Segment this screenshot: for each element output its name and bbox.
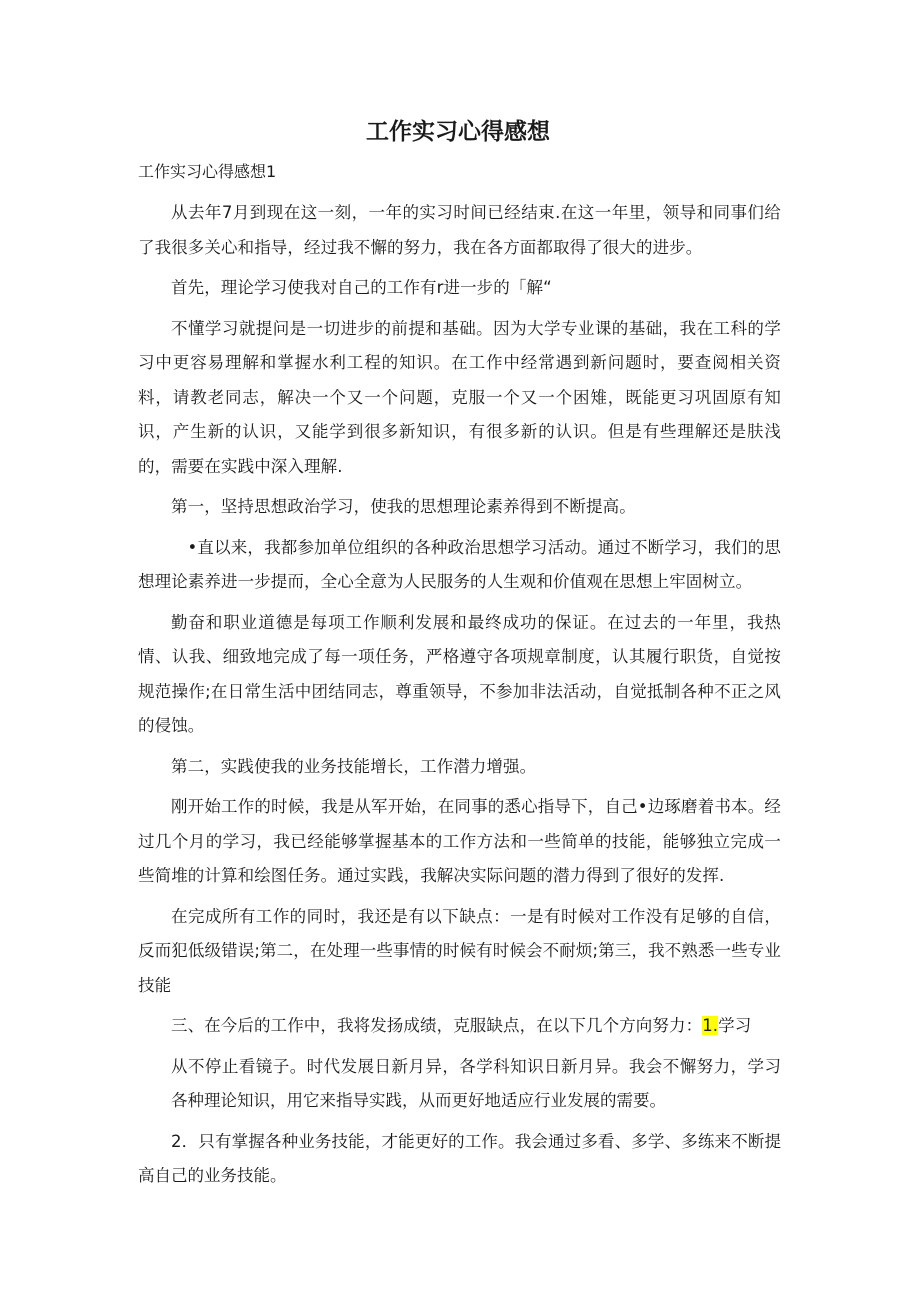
paragraph-section-one: 第一，坚持思想政治学习，使我的思想理论素养得到不断提高。	[171, 497, 636, 516]
paragraph-item-two: 2．只有掌握各种业务技能，才能更好的工作。我会通过多看、多学、多练来不断提高自己的业务技能。	[138, 1131, 781, 1185]
paragraph-shortcomings: 在完成所有工作的同时，我还是有以下缺点：一是有时候对工作没有足够的自信，反而犯低级错误;第二，在处理一些事情的时候有时候会不耐烦;第三，我不熟悉一些专业技能	[138, 906, 781, 995]
paragraph-item-one: 从不停止看镜子。时代发展日新月异，各学科知识日新月异。我会不懈努力，学习各种理论知识，用它来指导实践，从而更好地适应行业发展的需要。	[171, 1056, 781, 1110]
paragraph-intro: 从去年7月到现在这一刻，一年的实习时间已经结束.在这一年里，领导和同事们给了我很多关心和指导，经过我不懈的努力，我在各方面都取得了很大的进步。	[138, 203, 781, 257]
paragraph-section-three	[138, 1009, 781, 1044]
paragraph-first-point: 首先，理论学习使我对自己的工作有r进一步的「解“	[171, 278, 552, 297]
highlighted-item-number: 1.	[702, 1016, 719, 1035]
paragraph-section-two: 第二，实践使我的业务技能增长，工作潜力增强。	[171, 756, 537, 776]
paragraph-practice: 刚开始工作的时候，我是从军开始，在同事的悉心指导下，自己•边琢磨着书本。经过几个月的学习，我已经能够掌握基本的工作方法和一些简单的技能，能够独立完成一些简堆的计算和绘图任务。通过实践，我解决实际问题的潜力得到了很好的发挥.	[138, 797, 781, 885]
paragraph-political-study: •直以来，我都参加单位组织的各种政治思想学习活动。通过不断学习，我们的思想理论素养进一步提而，全心全意为人民服务的人生观和价值观在思想上牢固树立。	[138, 537, 781, 591]
section-three-suffix: 学习	[718, 1016, 752, 1035]
paragraph-diligence: 勤奋和职业道德是每项工作顺利发展和最终成功的保证。在过去的一年里，我热情、认我、细致地完成了每一项任务，严格遵守各项规章制度，认其履行职货，自觉按规范操作;在日常生活中团结同志，尊重领导，不参加非法活动，自觉抵制各种不正之风的侵蚀。	[138, 612, 781, 735]
paragraph-learning: 不懂学习就提问是一切进步的前提和基础。因为大学专业课的基础，我在工科的学习中更容易理解和掌握水利工程的知识。在工作中经常遇到新问题时，要查阅相关资料，请教老同志，解决一个又一个问题，克服一个又一个困雉，既能更习巩固原有知识，产生新的认识，又能学到很多新知识，有很多新的认识。但是有些理解还是肤浅的，需要在实践中深入理解.	[138, 318, 781, 476]
document-title: 工作实习心得感想	[366, 119, 550, 145]
document-body	[138, 196, 781, 1200]
section-three-prefix: 三、在今后的工作中，我将发扬成绩，克服缺点，在以下几个方向努力：	[171, 1016, 703, 1035]
document-subtitle: 工作实习心得感想1	[138, 162, 277, 181]
